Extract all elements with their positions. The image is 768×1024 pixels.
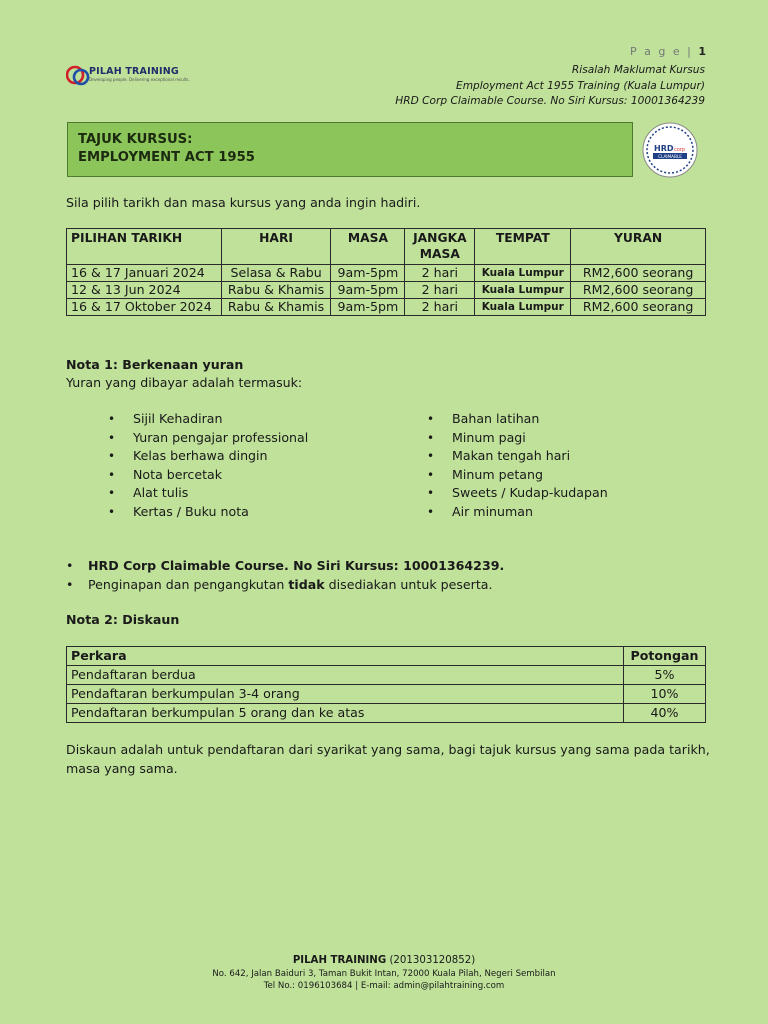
discount-item-cell: Pendaftaran berkumpulan 3-4 orang — [67, 685, 624, 704]
discount-value-cell: 40% — [624, 704, 706, 723]
header-info — [395, 63, 705, 110]
discount-item-cell: Pendaftaran berkumpulan 5 orang dan ke atas — [67, 704, 624, 723]
nota2-title: Nota 2: Diskaun — [66, 612, 180, 627]
footer-contact: Tel No.: 0196103684 | E-mail: admin@pilahtraining.com — [263, 981, 505, 991]
date-cell: 12 & 13 Jun 2024 — [67, 282, 222, 299]
discount-table — [66, 646, 706, 723]
footer-registration: (201303120852) — [389, 955, 476, 966]
footer-company-line — [0, 955, 768, 968]
discount-value-cell: 10% — [624, 685, 706, 704]
footer-address: No. 642, Jalan Baiduri 3, Taman Bukit Intan, 72000 Kuala Pilah, Negeri Sembilan — [212, 968, 556, 979]
column-header: PILIHAN TARIKH — [67, 229, 222, 265]
extra-notes-list — [66, 556, 504, 594]
table-header-row — [67, 647, 706, 666]
list-item: • Air minuman — [427, 503, 707, 522]
time-cell: 9am-5pm — [331, 282, 405, 299]
location-cell: Kuala Lumpur — [475, 265, 571, 282]
date-cell: 16 & 17 Januari 2024 — [67, 265, 222, 282]
table-header-row — [67, 229, 706, 265]
discount-item-cell: Pendaftaran berdua — [67, 666, 624, 685]
column-header: JANGKA MASA — [405, 229, 475, 265]
list-item: • Bahan latihan — [427, 410, 707, 429]
duration-cell: 2 hari — [405, 299, 475, 316]
list-item: • Minum pagi — [427, 429, 707, 448]
day-cell: Rabu & Khamis — [221, 299, 331, 316]
list-item — [66, 556, 504, 575]
footer — [0, 955, 768, 993]
course-title-label: TAJUK KURSUS: — [78, 132, 193, 147]
hrd-claimable-note: HRD Corp Claimable Course. No Siri Kursus: 10001364239. — [88, 558, 505, 573]
table-row — [67, 265, 706, 282]
list-item: • Minum petang — [427, 466, 707, 485]
location-cell: Kuala Lumpur — [475, 299, 571, 316]
badge-corp-text: corp — [674, 147, 686, 153]
time-cell: 9am-5pm — [331, 265, 405, 282]
column-header: Potongan — [624, 647, 706, 666]
badge-hrd-text: HRD — [654, 144, 674, 153]
course-title-box — [67, 122, 633, 177]
list-item: • Sweets / Kudap-kudapan — [427, 484, 707, 503]
logo-tagline: Developing people. Delivering exceptional results. — [89, 77, 190, 82]
page-number — [630, 45, 706, 58]
day-cell: Selasa & Rabu — [221, 265, 331, 282]
list-item: • Sijil Kehadiran — [108, 410, 408, 429]
table-row — [67, 282, 706, 299]
footer-company: PILAH TRAINING — [292, 955, 387, 966]
fee-cell: RM2,600 seorang — [571, 265, 706, 282]
badge-claimable-text: CLAIMABLE — [658, 153, 682, 159]
header-line: HRD Corp Claimable Course. No Siri Kursus: 10001364239 — [395, 95, 705, 107]
column-header: Perkara — [67, 647, 624, 666]
page-number-value: 1 — [698, 45, 706, 58]
duration-cell: 2 hari — [405, 265, 475, 282]
day-cell: Rabu & Khamis — [221, 282, 331, 299]
table-row — [67, 704, 706, 723]
column-header: YURAN — [571, 229, 706, 265]
fee-includes-list-right — [427, 410, 707, 522]
column-header: HARI — [221, 229, 331, 265]
discount-value-cell: 5% — [624, 666, 706, 685]
table-row — [67, 299, 706, 316]
page-label: P a g e | — [630, 45, 693, 58]
fee-includes-list-left — [108, 410, 408, 522]
table-row — [67, 685, 706, 704]
accommodation-note-post: disediakan untuk peserta. — [324, 577, 493, 592]
intro-text: Sila pilih tarikh dan masa kursus yang anda ingin hadiri. — [66, 195, 421, 210]
discount-closing-text: Diskaun adalah untuk pendaftaran dari syarikat yang sama, bagi tajuk kursus yang sama pada tarikh, masa yang sama. — [66, 742, 710, 776]
fee-cell: RM2,600 seorang — [571, 299, 706, 316]
list-item: • Yuran pengajar professional — [108, 429, 408, 448]
column-header: TEMPAT — [475, 229, 571, 265]
header-line: Risalah Maklumat Kursus — [571, 64, 705, 76]
list-item: • Nota bercetak — [108, 466, 408, 485]
list-item: • Makan tengah hari — [427, 447, 707, 466]
list-item — [66, 575, 504, 594]
course-schedule-table — [66, 228, 706, 316]
fee-cell: RM2,600 seorang — [571, 282, 706, 299]
hrd-corp-claimable-badge-icon — [640, 122, 700, 178]
course-title-name: EMPLOYMENT ACT 1955 — [78, 150, 255, 165]
logo-name: PILAH TRAINING — [89, 66, 179, 77]
accommodation-note-bold: tidak — [288, 577, 325, 592]
list-item: • Kertas / Buku nota — [108, 503, 408, 522]
list-item: • Kelas berhawa dingin — [108, 447, 408, 466]
header-line: Employment Act 1955 Training (Kuala Lumpur) — [456, 79, 705, 92]
duration-cell: 2 hari — [405, 282, 475, 299]
date-cell: 16 & 17 Oktober 2024 — [67, 299, 222, 316]
time-cell: 9am-5pm — [331, 299, 405, 316]
nota1-title: Nota 1: Berkenaan yuran — [66, 357, 244, 372]
table-row — [67, 666, 706, 685]
accommodation-note-pre: Penginapan dan pengangkutan — [88, 577, 289, 592]
nota1-subtitle: Yuran yang dibayar adalah termasuk: — [66, 375, 303, 390]
list-item: • Alat tulis — [108, 484, 408, 503]
column-header: MASA — [331, 229, 405, 265]
location-cell: Kuala Lumpur — [475, 282, 571, 299]
